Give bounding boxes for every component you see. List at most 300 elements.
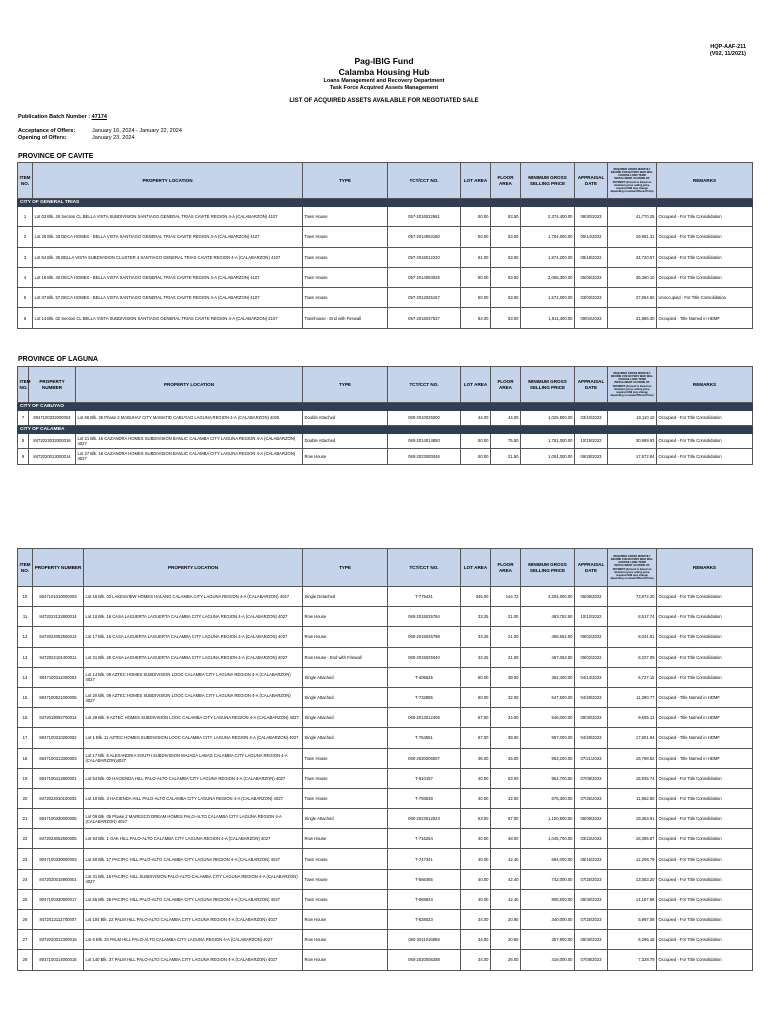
property-location-cell: Lot 31 Blk. 28 CASA LAGUERTA LAGUERTA CALAMBA CITY LAGUNA REGION 4-A (CALABARZON) 4027	[84, 647, 303, 667]
tct-cell: T-405525	[388, 667, 461, 687]
col-lot-area: LOT AREA	[461, 367, 491, 403]
lot-area-cell: 60.00	[461, 687, 491, 707]
property-number-cell: 8047100313300003	[33, 748, 84, 768]
lot-area-cell: 34.00	[461, 930, 491, 950]
property-number-cell: 8472023052500005	[33, 829, 84, 849]
remarks-cell: Occupied - For Title Consolidation	[657, 768, 753, 788]
gmi-cell: 6,296.15	[608, 930, 657, 950]
acceptance-label: Acceptance of Offers:	[18, 128, 76, 134]
remarks-cell: Occupied - For Title Consolidation	[657, 849, 753, 869]
type-cell: Single Attached	[303, 728, 388, 748]
table-row	[18, 247, 753, 267]
col-income-note: REQUIRED GROSS MONTHLY INCOME FOR BUYERS WHO WILL CHOOSE LONG TERM INSTALLMENT AS MODE OF PAYMENT (Amount is based on minimum gross selling price, required GMI may change depending on actual Offered Price)	[608, 549, 657, 587]
tct-cell: 060-2023012923	[388, 809, 461, 829]
floor-area-cell: 20.80	[491, 930, 521, 950]
item-no-cell: 16	[18, 708, 33, 728]
remarks-cell: Occupied - For Title Consolidation	[657, 627, 753, 647]
property-location-cell: Lot 28 Blk. 33 DECA HOMES - BELLA VISTA SANTIAGO GENERAL TRIAS CAVITE REGION 4-A (CALABARZON) 4107	[33, 227, 303, 247]
item-no-cell: 24	[18, 869, 33, 889]
appraisal-date-cell: 06/09/2022	[575, 809, 608, 829]
min-price-cell: 953,200.00	[521, 748, 575, 768]
appraisal-date-cell: 03/23/2023	[575, 829, 608, 849]
lot-area-cell: 40.00	[461, 788, 491, 808]
type-cell: Row House	[303, 449, 388, 465]
col-lot-area: LOT AREA	[461, 549, 491, 587]
lot-area-cell: 44.00	[461, 411, 491, 426]
property-location-cell: Lot 17 Blk. 16 CASA LAGUERTA LAGUERTA CALAMBA CITY LAGUNA REGION 4-A (CALABARZON) 4027	[84, 627, 303, 647]
tct-cell: T-747341	[388, 849, 461, 869]
remarks-cell: Occupied - For Title Consolidation	[657, 647, 753, 667]
remarks-cell: Occupied - Title Named in HDMF	[657, 708, 753, 728]
type-cell: Town House	[303, 849, 388, 869]
col-type: TYPE	[303, 549, 388, 587]
property-number-cell: 8472022122800014	[33, 607, 84, 627]
floor-area-cell: 21.00	[491, 607, 521, 627]
table-row	[18, 889, 753, 909]
type-cell: Row House	[303, 627, 388, 647]
min-price-cell: 1,572,000.00	[521, 288, 575, 308]
item-no-cell: 25	[18, 889, 33, 909]
item-no-cell: 12	[18, 627, 33, 647]
type-cell: Town House	[303, 288, 388, 308]
property-location-cell: Lot 14 Blk. 09 AZTEC HOMES SUBDIVISION LOOC CALAMBA CITY LAGUNA REGION 4-A (CALABARZON) 4027	[84, 667, 303, 687]
form-code-version: (V02, 11/2021)	[709, 51, 746, 57]
appraisal-date-cell: 09/28/2023	[575, 449, 608, 465]
gmi-cell: 13,053.20	[608, 869, 657, 889]
property-location-cell: Lot 66 Blk. 26 Phase 2 MABUHAY CITY MAMATID CABUYAO LAGUNA REGION 4-A (CALABARZON) 4025	[76, 411, 303, 426]
floor-area-cell: 53.00	[491, 288, 521, 308]
item-no-cell: 15	[18, 687, 33, 707]
floor-area-cell: 20.90	[491, 910, 521, 930]
col-income-note: REQUIRED GROSS MONTHLY INCOME FOR BUYERS WHO WILL CHOOSE LONG TERM INSTALLMENT AS MODE OF PAYMENT (Amount is based on minimum gross selling price, required GMI may change depending on actual Offered Price)	[608, 367, 657, 403]
type-cell: Town House	[303, 247, 388, 267]
tct-cell: T-775431	[388, 587, 461, 607]
opening-label: Opening of Offers:	[18, 135, 67, 141]
min-price-cell: 2,065,300.00	[521, 267, 575, 287]
table-row	[18, 687, 753, 707]
min-price-cell: 546,000.00	[521, 708, 575, 728]
lot-area-cell: 33.25	[461, 627, 491, 647]
lot-area-cell: 84.00	[461, 308, 491, 328]
table-row	[18, 788, 753, 808]
tct-cell: T-732885	[388, 687, 461, 707]
property-location-cell: Lot 09 Blk. 05 Phase 2 MARESCO DREAM HOMES PALO-ALTO CALAMBA CITY LAGUNA REGION 4-A (CALABARZON) 4027	[84, 809, 303, 829]
item-no-cell: 7	[18, 411, 29, 426]
lot-area-cell: 60.00	[461, 667, 491, 687]
property-location-cell: Lot 20 Blk. 09 AZTEC HOMES SUBDIVISION LOOC CALAMBA CITY LAGUNA REGION 4-A (CALABARZON) 4027	[84, 687, 303, 707]
property-location-cell: Lot 28 Blk. 9 AZTEC HOMES SUBDIVISION LOOC CALAMBA CITY LAGUNA REGION 4-A (CALABARZON) 4027	[84, 708, 303, 728]
lot-area-cell: 67.00	[461, 708, 491, 728]
gmi-cell: 8,517.74	[608, 607, 657, 627]
property-location-cell: Lot 16 Blk. 03 LAKESVIEW HOMES HALANG CALAMBA CITY LAGUNA REGION 4-A (CALABARZON) 4027	[84, 587, 303, 607]
property-number-cell: 8472020016900001	[33, 869, 84, 889]
gmi-cell: 11,390.77	[608, 687, 657, 707]
opening-value: January 23, 2024	[92, 135, 135, 141]
lot-area-cell: 40.00	[461, 869, 491, 889]
appraisal-date-cell: 09/02/2022	[575, 647, 608, 667]
tct-cell: 060-2010025000	[388, 411, 461, 426]
min-price-cell: 1,811,400.00	[521, 308, 575, 328]
floor-area-cell: 57.00	[491, 809, 521, 829]
floor-area-cell: 53.00	[491, 267, 521, 287]
min-price-cell: 416,000.00	[521, 950, 575, 970]
floor-area-cell: 42.00	[491, 788, 521, 808]
remarks-cell: Occupied - For Title Consolidation	[657, 788, 753, 808]
item-no-cell: 10	[18, 587, 33, 607]
province-cavite-heading: PROVINCE OF CAVITE	[18, 153, 94, 160]
lot-area-cell: 50.00	[461, 288, 491, 308]
tct-cell: 060-2020006007	[388, 748, 461, 768]
col-appraisal-date: APPRAISAL DATE	[575, 549, 608, 587]
appraisal-date-cell: 09/02/2022	[575, 627, 608, 647]
min-price-cell: 1,704,000.00	[521, 227, 575, 247]
property-number-cell: 8472023032000016	[29, 433, 76, 449]
tct-cell: 057-2014053180	[388, 227, 461, 247]
table-row	[18, 748, 753, 768]
remarks-cell: Occupied - For Title Consolidation	[657, 267, 753, 287]
min-price-cell: 676,300.00	[521, 788, 575, 808]
property-location-cell: Lot 6 Blk. 34 PALM HILL PALO-ALTO CALAMBA CITY LAGUNA REGION 4-A (CALABARZON) 4027	[84, 930, 303, 950]
item-no-cell: 22	[18, 829, 33, 849]
col-tct: TCT/CCT NO.	[388, 163, 461, 199]
lot-area-cell: 50.00	[461, 207, 491, 227]
type-cell: Double Attached	[303, 411, 388, 426]
tct-cell: 060-2015025040	[388, 647, 461, 667]
remarks-cell: Occupied - For Title Consolidation	[657, 587, 753, 607]
remarks-cell: Occupied - For Title Consolidation	[657, 889, 753, 909]
col-remarks: REMARKS	[657, 367, 753, 403]
floor-area-cell: 144.72	[491, 587, 521, 607]
appraisal-date-cell: 06/09/2022	[575, 587, 608, 607]
appraisal-date-cell: 04/28/2023	[575, 687, 608, 707]
property-number-cell: 8472022052500014	[33, 627, 84, 647]
table-row	[18, 728, 753, 748]
lot-area-cell: 50.00	[461, 433, 491, 449]
item-no-cell: 26	[18, 910, 33, 930]
lot-area-cell: 40.00	[461, 768, 491, 788]
floor-area-cell: 38.00	[491, 728, 521, 748]
property-location-cell: Lot 14 Blk. 02 Section CL BELLA VISTA SUBDIVISION SANTIAGO GENERAL TRIAS CAVITE REGION 4-A (CALABARZON) 4107	[33, 308, 303, 328]
lot-area-cell: 50.00	[461, 227, 491, 247]
lot-area-cell: 67.00	[461, 728, 491, 748]
item-no-cell: 14	[18, 667, 33, 687]
min-price-cell: 483,762.50	[521, 607, 575, 627]
table-row	[18, 207, 753, 227]
property-location-cell: Lot 104 Blk. 22 PALM HILL PALO-ALTO CALAMBA CITY LAGUNA REGION 4-A (CALABARZON) 4027	[84, 910, 303, 930]
min-price-cell: 1,045,700.00	[521, 829, 575, 849]
remarks-cell: Occupied - For Title Consolidation	[657, 667, 753, 687]
lot-area-cell: 40.00	[461, 889, 491, 909]
table-row	[18, 288, 753, 308]
lot-area-cell: 40.00	[461, 829, 491, 849]
property-number-cell: 8047100310250002	[33, 728, 84, 748]
floor-area-cell: 21.00	[491, 647, 521, 667]
table-row	[18, 849, 753, 869]
tct-cell: 060-2015025784	[388, 607, 461, 627]
col-appraisal-date: APPRAISAL DATE	[575, 367, 608, 403]
table-row	[18, 627, 753, 647]
floor-area-cell: 45.00	[491, 748, 521, 768]
remarks-cell: Occupied - For Title Consolidation	[657, 449, 753, 465]
property-location-cell: Lot 18 Blk. 40 DECA HOMES - BELLA VISTA SANTIAGO GENERAL TRIAS CAVITE REGION 4-A (CALABARZON) 4107	[33, 267, 303, 287]
gmi-cell: 8,227.09	[608, 647, 657, 667]
tct-cell: 060-2014014850	[388, 433, 461, 449]
item-no-cell: 3	[18, 247, 33, 267]
type-cell: Town House	[303, 889, 388, 909]
form-code-number: HQP-AAF-211	[710, 44, 746, 50]
tct-cell: 060-2013012405	[388, 708, 461, 728]
min-price-cell: 4,204,000.00	[521, 587, 575, 607]
table-row	[18, 308, 753, 328]
item-no-cell: 2	[18, 227, 33, 247]
item-no-cell: 13	[18, 647, 33, 667]
col-appraisal-date: APPRAISAL DATE	[575, 163, 608, 199]
col-type: TYPE	[303, 163, 388, 199]
tct-cell: T-793538	[388, 788, 461, 808]
remarks-cell: Occupied - For Title Consolidation	[657, 950, 753, 970]
col-income-note: REQUIRED GROSS MONTHLY INCOME FOR BUYERS WHO WILL CHOOSE LONG TERM INSTALLMENT AS MODE OF PAYMENT (Amount is based on minimum gross selling price, required GMI may change depending on actual Offered Price)	[608, 163, 657, 199]
gmi-cell: 16,935.74	[608, 768, 657, 788]
type-cell: Single Attached	[303, 708, 388, 728]
item-no-cell: 11	[18, 607, 33, 627]
floor-area-cell: 53.00	[491, 308, 521, 328]
property-number-cell: 8047100412800001	[33, 768, 84, 788]
tct-cell: 057-2016022681	[388, 207, 461, 227]
min-price-cell: 2,374,400.00	[521, 207, 575, 227]
appraisal-date-cell: 04/14/2023	[575, 667, 608, 687]
type-cell: Row House - End with Firewall	[303, 647, 388, 667]
property-number-cell: 8047101010000003	[33, 587, 84, 607]
appraisal-date-cell: 07/08/2023	[575, 768, 608, 788]
col-floor-area: FLOOR AREA	[491, 549, 521, 587]
property-number-cell: 8472013112700007	[33, 910, 84, 930]
property-location-cell: Lot 27 Blk. 16 CAZANDRA HOMES SUBDIVISION BANLIC CALAMBA CITY LAGUNA REGION 4-A (CALABARZON) 4027	[76, 449, 303, 465]
remarks-cell: Occupied - For Title Consolidation	[657, 227, 753, 247]
min-price-cell: 1,025,800.00	[521, 411, 575, 426]
gmi-cell: 18,395.87	[608, 829, 657, 849]
appraisal-date-cell: 07/25/2023	[575, 910, 608, 930]
gmi-cell: 41,770.25	[608, 207, 657, 227]
batch-label: Publication Batch Number :	[18, 114, 91, 120]
appraisal-date-cell: 07/08/2023	[575, 950, 608, 970]
appraisal-date-cell: 08/30/2023	[575, 207, 608, 227]
appraisal-date-cell: 08/30/2023	[575, 708, 608, 728]
property-number-cell: 8472019092700014	[33, 708, 84, 728]
table-row	[18, 950, 753, 970]
min-price-cell: 997,000.00	[521, 728, 575, 748]
appraisal-date-cell: 10/19/2022	[575, 433, 608, 449]
table-row	[18, 433, 753, 449]
property-location-cell: Lot 84 Blk. 1 OAK HILL PALO-ALTO CALAMBA CITY LAGUNA REGION 4-A (CALABARZON) 4027	[84, 829, 303, 849]
table-row	[18, 930, 753, 950]
tct-cell: 060-2023000046	[388, 449, 461, 465]
type-cell: Single Attached	[303, 809, 388, 829]
col-min-price: MINIMUM GROSS SELLING PRICE	[521, 367, 575, 403]
property-number-cell: 8047100311000003	[33, 667, 84, 687]
min-price-cell: 382,400.00	[521, 667, 575, 687]
min-price-cell: 340,000.00	[521, 910, 575, 930]
floor-area-cell: 44.00	[491, 411, 521, 426]
tct-cell: 060-2020006288	[388, 950, 461, 970]
col-lot-area: LOT AREA	[461, 163, 491, 199]
type-cell: Single Detached	[303, 587, 388, 607]
lot-area-cell: 34.00	[461, 950, 491, 970]
lot-area-cell: 63.00	[461, 809, 491, 829]
col-item-no: ITEM NO.	[18, 367, 29, 403]
item-no-cell: 4	[18, 267, 33, 287]
floor-area-cell: 26.00	[491, 950, 521, 970]
gmi-cell: 34,720.57	[608, 247, 657, 267]
lot-area-cell: 50.00	[461, 267, 491, 287]
min-price-cell: 647,500.00	[521, 687, 575, 707]
min-price-cell: 806,500.00	[521, 889, 575, 909]
lot-area-cell: 33.25	[461, 607, 491, 627]
floor-area-cell: 38.00	[491, 667, 521, 687]
property-location-cell: Lot 54 Blk. 35 BELLA VISTA SUBDIVISION CLUSTER 4 SANTIAGO GENERAL TRIAS CAVITE REGION 4-A (CALABARZON) 4107	[33, 247, 303, 267]
appraisal-date-cell: 03/10/2023	[575, 411, 608, 426]
property-number-cell: 8472020012300016	[33, 930, 84, 950]
min-price-cell: 962,700.00	[521, 768, 575, 788]
min-price-cell: 1,761,000.00	[521, 433, 575, 449]
item-no-cell: 20	[18, 788, 33, 808]
gmi-cell: 73,972.20	[608, 587, 657, 607]
type-cell: Town House	[303, 207, 388, 227]
gmi-cell: 14,187.88	[608, 889, 657, 909]
lot-area-cell: 40.00	[461, 849, 491, 869]
remarks-cell: Occupied - Title Named in HDMF	[657, 687, 753, 707]
batch-number: 47174	[91, 114, 107, 120]
lot-area-cell: 61.00	[461, 247, 491, 267]
tct-cell: 057-2016037537	[388, 308, 461, 328]
publication-batch	[18, 114, 107, 120]
remarks-cell: Occupied - For Title Consolidation	[657, 207, 753, 227]
remarks-cell: Occupied - Title Named in HDMF	[657, 728, 753, 748]
item-no-cell: 6	[18, 308, 33, 328]
property-location-cell: Lot 37 Blk. 57 DECA HOMES - BELLA VISTA SANTIAGO GENERAL TRIAS CAVITE REGION 4-A (CALABARZON) 4107	[33, 288, 303, 308]
remarks-cell: Occupied - For Title Consolidation	[657, 869, 753, 889]
min-price-cell: 357,900.00	[521, 930, 575, 950]
remarks-cell: Occupied - For Title Consolidation	[657, 809, 753, 829]
col-min-price: MINIMUM GROSS SELLING PRICE	[521, 163, 575, 199]
gmi-cell: 16,768.62	[608, 748, 657, 768]
document-title: LIST OF ACQUIRED ASSETS AVAILABLE FOR NEGOTIATED SALE	[289, 98, 479, 104]
gmi-cell: 18,110.10	[608, 411, 657, 426]
gmi-cell: 36,350.10	[608, 267, 657, 287]
lot-area-cell: 36.00	[461, 748, 491, 768]
gmi-cell: 11,952.60	[608, 788, 657, 808]
type-cell: Row House	[303, 910, 388, 930]
table-row	[18, 587, 753, 607]
floor-area-cell: 53.00	[491, 247, 521, 267]
appraisal-date-cell: 08/16/2023	[575, 849, 608, 869]
city-calamba: CITY OF CALAMBA	[18, 425, 753, 433]
type-cell: Double Attached	[303, 433, 388, 449]
gmi-cell: 19,353.91	[608, 809, 657, 829]
type-cell: Row House	[303, 607, 388, 627]
col-property-location: PROPERTY LOCATION	[33, 163, 303, 199]
hub-name: Calamba Housing Hub	[338, 67, 430, 77]
col-item-no: ITEM NO.	[18, 549, 33, 587]
type-cell: Townhouse - End with Firewall	[303, 308, 388, 328]
table-row	[18, 910, 753, 930]
property-number-cell: 8472022010100002	[33, 788, 84, 808]
property-number-cell: 8472022101400011	[33, 647, 84, 667]
property-number-cell: 8047100332000004	[29, 411, 76, 426]
col-property-location: PROPERTY LOCATION	[76, 367, 303, 403]
floor-area-cell: 34.00	[491, 708, 521, 728]
col-floor-area: FLOOR AREA	[491, 163, 521, 199]
item-no-cell: 5	[18, 288, 33, 308]
tct-cell: 057-2014053026	[388, 267, 461, 287]
property-location-cell: Lot 19 Blk. 3 HACIENDA HILL PALO-ALTO CALAMBA CITY LAGUNA REGION 4-A (CALABARZON) 4027	[84, 788, 303, 808]
min-price-cell: 1,974,200.00	[521, 247, 575, 267]
appraisal-date-cell: 07/25/2023	[575, 788, 608, 808]
property-location-cell: Lot 31 Blk. 18 PACIFIC HILL SUBDIVISION PALO-ALTO CALAMBA CITY LAGUNA REGION 4-A (CALABARZON) 4027	[84, 869, 303, 889]
table-row	[18, 667, 753, 687]
property-number-cell: 8047100330000005	[33, 809, 84, 829]
item-no-cell: 23	[18, 849, 33, 869]
appraisal-date-cell: 08/30/2023	[575, 889, 608, 909]
gmi-cell: 29,981.31	[608, 227, 657, 247]
min-price-cell: 1,004,000.00	[521, 449, 575, 465]
table-row	[18, 647, 753, 667]
gmi-cell: 31,866.30	[608, 308, 657, 328]
item-no-cell: 27	[18, 930, 33, 950]
table-row	[18, 227, 753, 247]
remarks-cell: Occupied - For Title Consolidation	[657, 247, 753, 267]
property-location-cell: Lot 17 Blk. 6 ALEXANDRIA SOUTH SUBDIVISION MAJADA LABAS CALAMBA CITY LAGUNA REGION 4-A (CALABARZON)4027	[84, 748, 303, 768]
table-row	[18, 267, 753, 287]
table-row	[18, 768, 753, 788]
floor-area-cell: 53.00	[491, 768, 521, 788]
type-cell: Town House	[303, 788, 388, 808]
min-price-cell: 458,562.50	[521, 627, 575, 647]
floor-area-cell: 42.40	[491, 889, 521, 909]
appraisal-date-cell: 05/14/2022	[575, 227, 608, 247]
remarks-cell: Occupied - For Title Consolidation	[657, 910, 753, 930]
gmi-cell: 17,601.94	[608, 728, 657, 748]
min-price-cell: 694,000.00	[521, 849, 575, 869]
floor-area-cell: 53.00	[491, 227, 521, 247]
gmi-cell: 30,989.93	[608, 433, 657, 449]
col-min-price: MINIMUM GROSS SELLING PRICE	[521, 549, 575, 587]
item-no-cell: 18	[18, 748, 33, 768]
property-number-cell: 8047100314000016	[33, 950, 84, 970]
tct-cell: T-716254	[388, 829, 461, 849]
org-name: Pag-IBIG Fund	[354, 56, 414, 66]
appraisal-date-cell: 08/18/2022	[575, 247, 608, 267]
item-no-cell: 17	[18, 728, 33, 748]
item-no-cell: 21	[18, 809, 33, 829]
property-location-cell: Lot 54 Blk. 02 HACIENDA HILL PALO-ALTO CALAMBA CITY LAGUNA REGION 4-A (CALABARZON) 4027	[84, 768, 303, 788]
property-location-cell: Lot 21 Blk. 16 CAZANDRA HOMES SUBDIVISION BANLIC CALAMBA CITY LAGUNA REGION 4-A (CALABARZON) 4027	[76, 433, 303, 449]
remarks-cell: Occupied - For Title Consolidation	[657, 411, 753, 426]
gmi-cell: 27,654.50	[608, 288, 657, 308]
property-number-cell: 8472020013000014	[29, 449, 76, 465]
tct-cell: T-828023	[388, 910, 461, 930]
type-cell: Town House	[303, 267, 388, 287]
property-location-cell: Lot 65 Blk. 26 PACIFIC HILL PALO-ALTO CALAMBA CITY LAGUNA REGION 4-A (CALABARZON) 4027	[84, 889, 303, 909]
appraisal-date-cell: 07/21/2023	[575, 748, 608, 768]
col-property-location: PROPERTY LOCATION	[84, 549, 303, 587]
appraisal-date-cell: 04/28/2023	[575, 728, 608, 748]
city-cabuyao: CITY OF CABUYAO	[18, 403, 753, 411]
table-row	[18, 708, 753, 728]
item-no-cell: 19	[18, 768, 33, 788]
type-cell: Single Attached	[303, 687, 388, 707]
gmi-cell: 12,208.79	[608, 849, 657, 869]
province-laguna-heading: PROVINCE OF LAGUNA	[18, 356, 99, 363]
